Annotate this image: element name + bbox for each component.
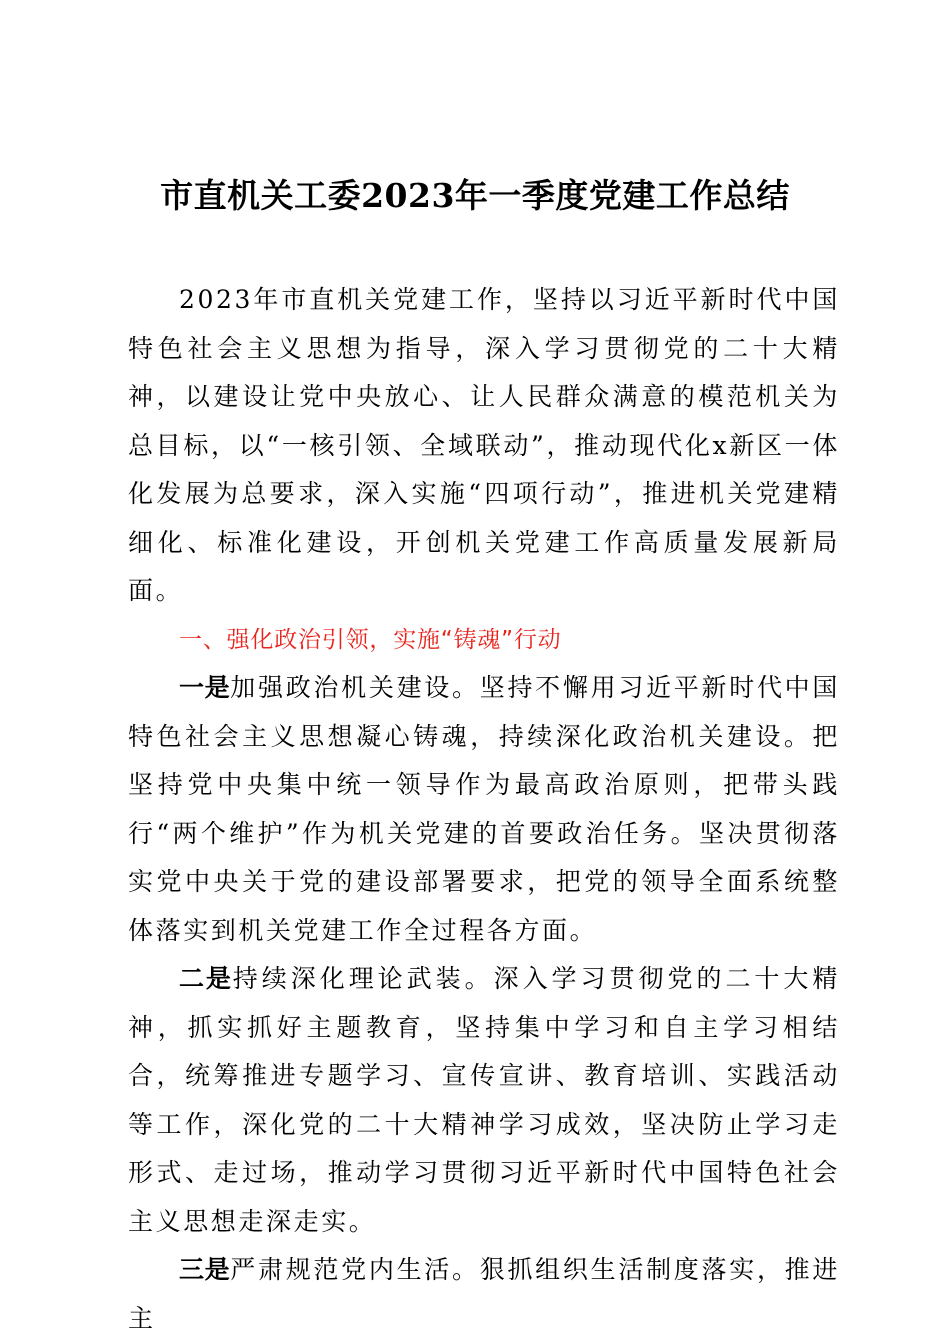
item-text: 严肃规范党内生活。狠抓组织生活制度落实，推进主 xyxy=(128,1255,840,1333)
section-heading: 一、强化政治引领，实施“铸魂”行动 xyxy=(179,626,562,653)
item-lead: 二是 xyxy=(179,964,233,993)
item-text: 持续深化理论武装。深入学习贯彻党的二十大精神，抓实抓好主题教育，坚持集中学习和自主学习相结合，统筹推进专题学习、宣传宣讲、教育培训、实践活动等工作，深化党的二十大精神学习成效，坚决防止学习走形式、走过场，推动学习贯彻习近平新时代中国特色社会主义思想走深走实。 xyxy=(128,964,840,1236)
section-item xyxy=(128,664,840,955)
document-title: 市直机关工委2023年一季度党建工作总结 xyxy=(160,176,790,215)
section-item xyxy=(128,1246,840,1343)
item-text: 加强政治机关建设。坚持不懈用习近平新时代中国特色社会主义思想凝心铸魂，持续深化政治机关建设。把坚持党中央集中统一领导作为最高政治原则，把带头践行“两个维护”作为机关党建的首要政治任务。坚决贯彻落实党中央关于党的建设部署要求，把党的领导全面系统整体落实到机关党建工作全过程各方面。 xyxy=(128,673,840,945)
document-body xyxy=(128,276,840,1343)
section-item xyxy=(128,955,840,1246)
item-lead: 一是 xyxy=(179,673,231,702)
intro-paragraph: 2023年市直机关党建工作，坚持以习近平新时代中国特色社会主义思想为指导，深入学习贯彻党的二十大精神，以建设让党中央放心、让人民群众满意的模范机关为总目标，以“一核引领、全域联动”，推动现代化x新区一体化发展为总要求，深入实施“四项行动”，推进机关党建精细化、标准化建设，开创机关党建工作高质量发展新局面。 xyxy=(128,285,840,605)
item-lead: 三是 xyxy=(179,1255,231,1284)
